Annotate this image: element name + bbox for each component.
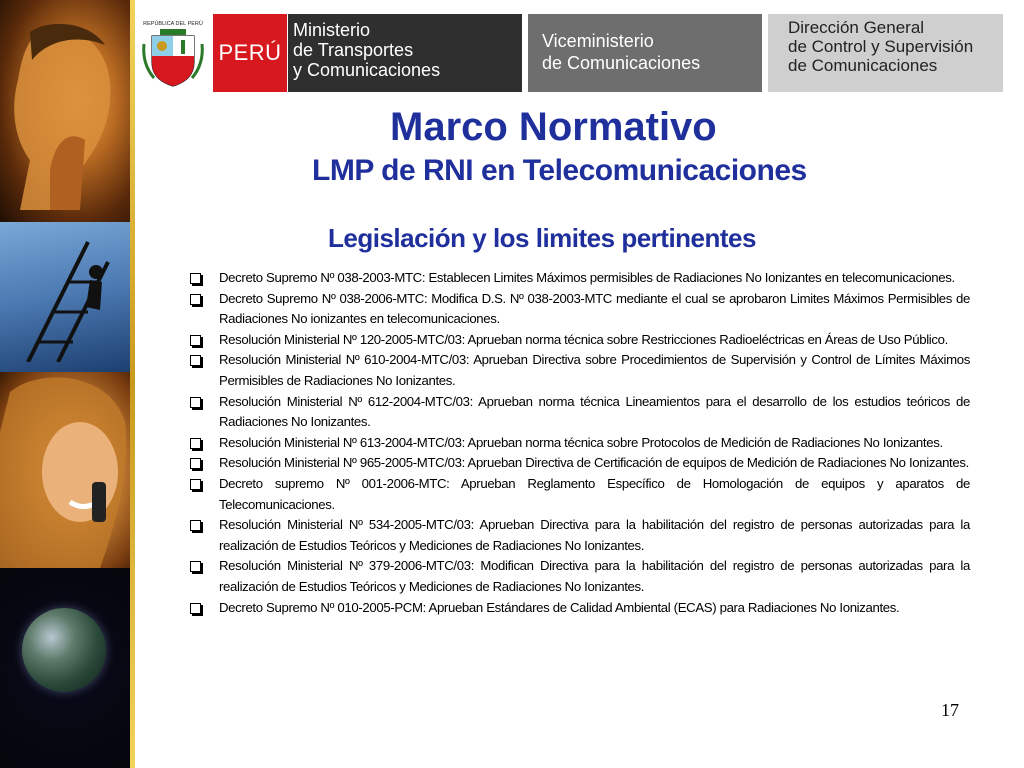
list-item-text: Resolución Ministerial Nº 120-2005-MTC/03: Aprueban norma técnica sobre Restricciones Radioeléctricas en Áreas de Uso Público. <box>219 331 948 347</box>
checkbox-bullet-icon <box>190 603 201 614</box>
dg-line: de Comunicaciones <box>788 56 938 75</box>
woman-silhouette-icon <box>0 372 130 568</box>
list-item <box>188 392 970 433</box>
vice-line: Viceministerio <box>542 31 654 51</box>
peru-crest-icon <box>140 14 206 90</box>
list-item-text: Decreto supremo Nº 001-2006-MTC: Aprueban Reglamento Específico de Homologación de equipos y aparatos de Telecomunicaciones. <box>219 475 970 512</box>
list-item-text: Decreto Supremo Nº 038-2006-MTC: Modifica D.S. Nº 038-2003-MTC mediante el cual se aprobaron Limites Máximos Permisibles de Radiaciones No ionizantes en telecomunicaciones. <box>219 290 970 327</box>
dg-line: Dirección General <box>788 18 925 37</box>
checkbox-bullet-icon <box>190 294 201 305</box>
page-subtitle: LMP de RNI en Telecomunicaciones <box>312 154 807 187</box>
page-number: 17 <box>941 700 959 720</box>
viceministry-logo-box <box>528 14 762 92</box>
checkbox-bullet-icon <box>190 355 201 366</box>
section-heading: Legislación y los limites pertinentes <box>328 223 756 253</box>
photo-earth <box>0 568 130 768</box>
face-silhouette-icon <box>10 20 120 210</box>
list-item-text: Resolución Ministerial Nº 610-2004-MTC/03: Aprueban Directiva sobre Procedimientos de Supervisión y Control de Límites Máximos Permisibles de Radiaciones No Ionizantes. <box>219 352 970 388</box>
page-title: Marco Normativo <box>390 105 717 149</box>
list-item-text: Resolución Ministerial Nº 612-2004-MTC/03: Aprueban norma técnica Lineamientos para el desarrollo de los estudios teóricos de Radiaciones No Ionizantes. <box>219 393 970 430</box>
photo-man-thinking <box>0 0 130 222</box>
checkbox-bullet-icon <box>190 438 201 449</box>
ministry-line: de Transportes <box>293 40 414 60</box>
photo-tower-climber <box>0 222 130 372</box>
list-item <box>188 268 970 289</box>
gold-divider <box>130 0 135 768</box>
photo-woman-phone <box>0 372 130 568</box>
list-item-text: Resolución Ministerial Nº 379-2006-MTC/03: Modifican Directiva para la habilitación del registro de personas autorizadas para la realización de Estudios Teóricos y Mediciones de Radiaciones No Ionizantes. <box>219 558 970 594</box>
ministry-line: y Comunicaciones <box>293 60 441 80</box>
ministry-logo-box <box>288 14 522 92</box>
list-item <box>188 474 970 515</box>
checkbox-bullet-icon <box>190 397 201 408</box>
regulations-list <box>188 268 970 618</box>
list-item <box>188 289 970 330</box>
dg-line: de Control y Supervisión <box>788 37 974 56</box>
checkbox-bullet-icon <box>190 335 201 346</box>
list-item <box>188 453 970 474</box>
peru-logo-box <box>213 14 287 92</box>
checkbox-bullet-icon <box>190 273 201 284</box>
list-item <box>188 515 970 556</box>
list-item-text: Resolución Ministerial Nº 613-2004-MTC/03: Aprueban norma técnica sobre Protocolos de Medición de Radiaciones No Ionizantes. <box>219 434 943 450</box>
vice-line: de Comunicaciones <box>542 53 701 73</box>
list-item <box>188 598 970 619</box>
checkbox-bullet-icon <box>190 561 201 572</box>
crest-text: REPÚBLICA DEL PERÚ <box>143 21 203 27</box>
globe-icon <box>22 608 106 692</box>
list-item <box>188 433 970 454</box>
tower-icon <box>18 232 118 362</box>
list-item-text: Decreto Supremo Nº 038-2003-MTC: Establecen Limites Máximos permisibles de Radiaciones No Ionizantes en telecomunicaciones. <box>219 270 955 285</box>
list-item-text: Resolución Ministerial Nº 534-2005-MTC/03: Aprueban Directiva para la habilitación del registro de personas autorizadas para la realización de Estudios Teóricos y Mediciones de Radiaciones No Ionizantes. <box>219 517 970 553</box>
photo-strip <box>0 0 130 768</box>
checkbox-bullet-icon <box>190 479 201 490</box>
checkbox-bullet-icon <box>190 458 201 469</box>
list-item <box>188 350 970 391</box>
list-item-text: Decreto Supremo Nº 010-2005-PCM: Aprueban Estándares de Calidad Ambiental (ECAS) para Radiaciones No Ionizantes. <box>219 599 900 615</box>
checkbox-bullet-icon <box>190 520 201 531</box>
peru-label: PERÚ <box>218 40 282 65</box>
list-item <box>188 330 970 351</box>
list-item-text: Resolución Ministerial Nº 965-2005-MTC/03: Aprueban Directiva de Certificación de equipos de Medición de Radiaciones No Ionizantes. <box>219 455 969 471</box>
direccion-general-logo-box <box>768 14 1003 92</box>
ministry-line: Ministerio <box>293 20 371 40</box>
list-item <box>188 556 970 597</box>
